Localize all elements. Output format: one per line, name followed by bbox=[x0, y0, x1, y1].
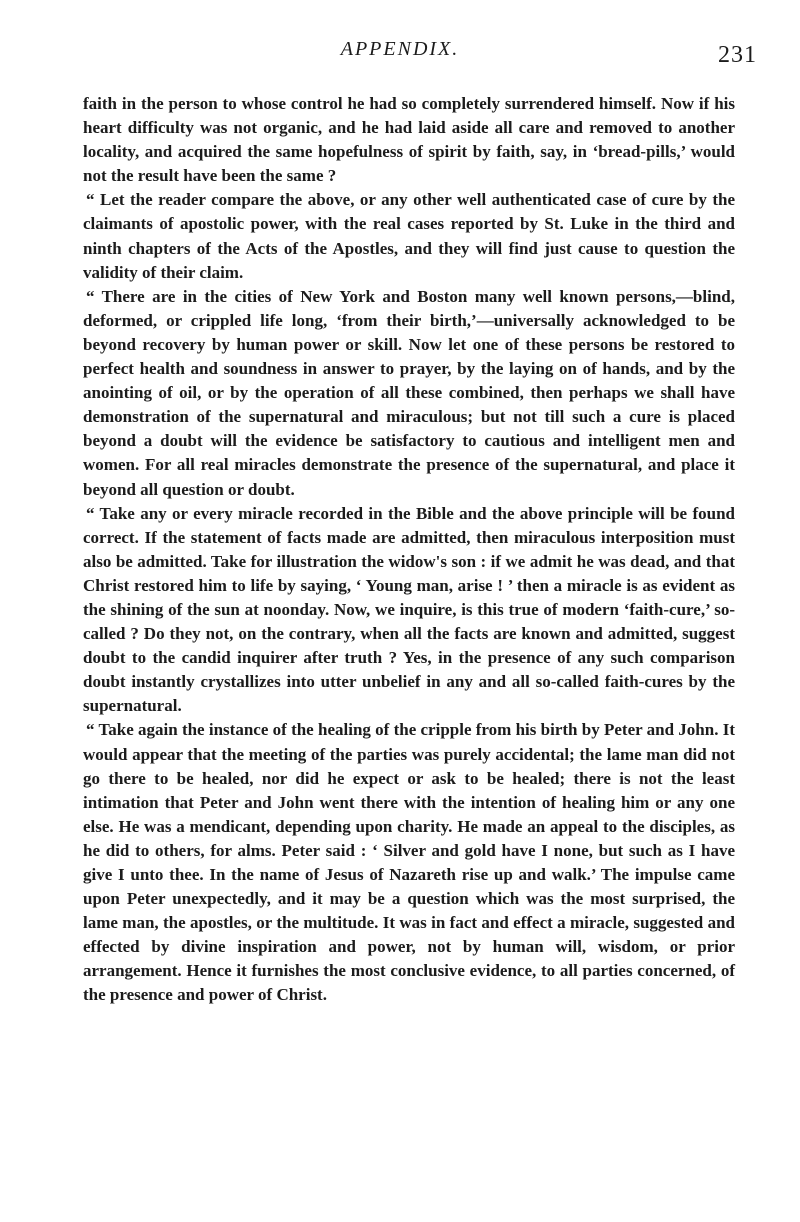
body-text bbox=[83, 92, 735, 1008]
paragraph-4: “ Take any or every miracle recorded in the Bible and the above principle will be found correct. If the statement of facts made are admitted, then miraculous interposition must also be admitted. Take for illustration the widow's son : if we admit he was dead, and that Christ restored him to life by saying, ‘ Young man, arise ! ’ then a miracle is as evident as the shining of the sun at noonday. Now, we inquire, is this true of modern ‘faith-cure,’ so-called ? Do they not, on the contrary, when all the facts are known and admitted, suggest doubt to the candid inquirer after truth ? Yes, in the presence of any such comparison doubt instantly crystallizes into utter unbelief in any and all so-called faith-cures by the supernatural. bbox=[83, 503, 735, 716]
running-title: APPENDIX. bbox=[340, 38, 460, 60]
paragraph-1: faith in the person to whose control he had so completely surrendered himself. Now if his heart difficulty was not organic, and he had laid aside all care and removed to another locality, and acquired the same hopefulness of spirit by faith, say, in ‘bread-pills,’ would not the result have been the same ? bbox=[83, 94, 735, 186]
paragraph-2: “ Let the reader compare the above, or any other well authenticated case of cure by the claimants of apostolic power, with the real cases reported by St. Luke in the third and ninth chapters of the Acts of the Apostles, and they will find just cause to question the validity of their claim. bbox=[83, 190, 735, 282]
page-number: 231 bbox=[718, 42, 757, 68]
paragraph-3: “ There are in the cities of New York and Boston many well known persons,—blind, deformed, or crippled life long, ‘from their birth,’—universally acknowledged to be beyond recovery by human power or skill. Now let one of these persons be restored to perfect health and soundness in answer to prayer, by the laying on of hands, and by the anointing of oil, or by the operation of all these combined, then perhaps we shall have demonstration of the supernatural and miraculous; but not till such a cure is placed beyond a doubt will the evidence be satisfactory to cautious and intelligent men and women. For all real miracles demonstrate the presence of the supernatural, and place it beyond all question or doubt. bbox=[83, 286, 735, 499]
paragraph-5: “ Take again the instance of the healing of the cripple from his birth by Peter and John. It would appear that the meeting of the parties was purely accidental; the lame man did not go there to be healed, nor did he expect or ask to be healed; there is not the least intimation that Peter and John went there with the intention of healing him or any one else. He was a mendicant, depending upon charity. He made an appeal to the disciples, as he did to others, for alms. Peter said : ‘ Silver and gold have I none, but such as I have give I unto thee. In the name of Jesus of Nazareth rise up and walk.’ The impulse came upon Peter unexpectedly, and it may be a question which was the most surprised, the lame man, the apostles, or the multitude. It was in fact and effect a miracle, suggested and effected by divine inspiration and power, not by human will, wisdom, or prior arrangement. Hence it furnishes the most conclusive evidence, to all parties concerned, of the presence and power of Christ. bbox=[83, 720, 735, 1005]
